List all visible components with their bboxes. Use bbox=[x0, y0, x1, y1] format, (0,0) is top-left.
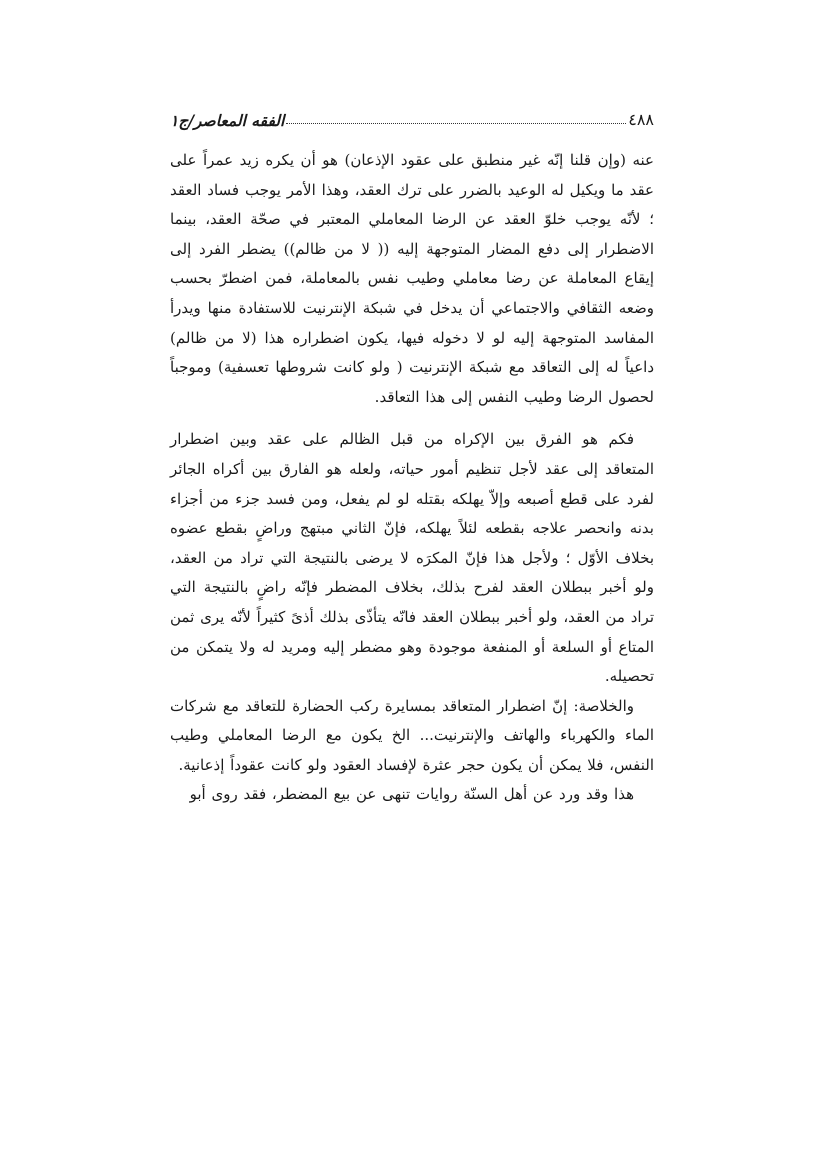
page-number: ٤٨٨ bbox=[628, 110, 654, 129]
paragraph-2: فكم هو الفرق بين الإكراه من قبل الظالم على عقد وبين اضطرار المتعاقد إلى عقد لأجل تنظيم أمور حياته، ولعله هو الفارق بين أكراه الجائر لفرد على قطع أصبعه وإلاّ يهلكه بقتله لو لم يفعل، ومن فسد جزء من أجزاء بدنه وانحصر علاجه بقطعه لئلاً يهلكه، فإنّ الثاني مبتهج وراضٍ بقطع عضوه بخلاف الأوّل ؛ ولأجل هذا فإنّ المكرَه لا يرضى بالنتيجة التي تراد من العقد، ولو أخبر ببطلان العقد لفرح بذلك، بخلاف المضطر فإنّه راضٍ بالنتيجة التي تراد من العقد، ولو أخبر ببطلان العقد فانّه يتأذّى بذلك أذىً كثيراً لأنّه يرى ثمن المتاع أو السلعة أو المنفعة موجودة وهو مضطر إليه ومريد له ولا يتمكن من تحصيله. bbox=[170, 430, 654, 686]
running-header bbox=[170, 94, 654, 128]
running-title: الفقه المعاصر/ج١ bbox=[170, 110, 285, 130]
paragraph-4: هذا وقد ورد عن أهل السنّة روايات تنهى عن بيع المضطر، فقد روى أبو bbox=[189, 785, 634, 804]
paragraph-1: عنه (وإن قلنا إنّه غير منطبق على عقود الإذعان) هو أن يكره زيد عمراً على عقد ما ويكيل له الوعيد بالضرر على ترك العقد، وهذا الأمر يوجب فساد العقد ؛ لأنّه يوجب خلوّ العقد عن الرضا المعاملي المعتبر في صحّة العقد، بينما الاضطرار إلى دفع المضار المتوجهة إليه (( لا من ظالم)) يضطر الفرد إلى إيقاع المعاملة عن رضا معاملي وطيب نفس بالمعاملة، فمن اضطرّ بحسب وضعه الثقافي والاجتماعي أن يدخل في شبكة الإنترنيت للاستفادة منها ويدرأ المفاسد المتوجهة إليه لو لا دخوله فيها، يكون اضطراره هذا (لا من ظالم) داعياً له إلى التعاقد مع شبكة الإنترنيت ( ولو كانت شروطها تعسفية) وموجباً لحصول الرضا وطيب النفس إلى هذا التعاقد. bbox=[170, 151, 654, 406]
body-text bbox=[170, 146, 654, 810]
header-leader-dots bbox=[286, 123, 626, 124]
paragraph-3: والخلاصة: إنّ اضطرار المتعاقد بمسايرة ركب الحضارة للتعاقد مع شركات الماء والكهرباء والهاتف والإنترنيت... الخ يكون مع الرضا المعاملي وطيب النفس، فلا يمكن أن يكون حجر عثرة لإفساد العقود ولو كانت عقوداً إذعانية. bbox=[170, 696, 654, 774]
